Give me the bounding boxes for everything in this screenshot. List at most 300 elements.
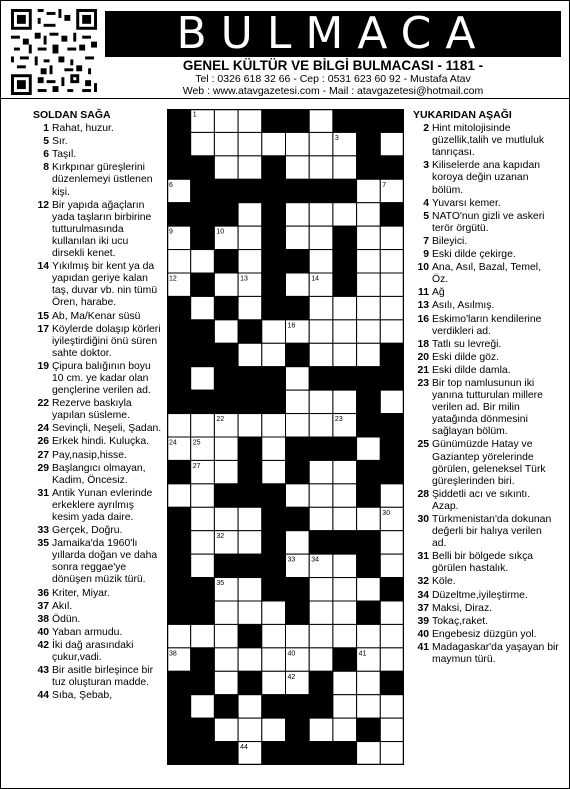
black-cell <box>286 296 310 319</box>
clue-text: Asılı, Asılmış. <box>432 300 495 312</box>
black-cell <box>357 460 381 483</box>
down-clue-41 <box>413 642 559 666</box>
answer-cell[interactable] <box>214 437 238 460</box>
black-cell <box>214 179 238 202</box>
across-heading: SOLDAN SAĞA <box>33 109 111 121</box>
cell-number-37: 37 <box>240 626 248 634</box>
answer-cell[interactable] <box>191 554 215 577</box>
clue-number: 8 <box>43 162 49 174</box>
answer-cell[interactable] <box>238 414 262 437</box>
answer-cell[interactable] <box>214 624 238 647</box>
cell-number-38: 38 <box>169 650 177 658</box>
cell-number-20: 20 <box>216 392 225 400</box>
across-clue-36 <box>33 588 163 600</box>
answer-cell[interactable] <box>167 624 191 647</box>
clue-number: 6 <box>43 149 49 161</box>
answer-cell[interactable] <box>333 507 357 530</box>
answer-cell[interactable] <box>167 414 191 437</box>
answer-cell[interactable] <box>309 296 333 319</box>
black-cell <box>286 507 310 530</box>
answer-cell[interactable] <box>262 648 286 671</box>
answer-cell[interactable] <box>286 226 310 249</box>
clue-number: 12 <box>37 199 49 211</box>
clue-number: 34 <box>417 589 429 601</box>
answer-cell[interactable] <box>333 718 357 741</box>
cell-number-29: 29 <box>263 486 272 494</box>
black-cell <box>286 578 310 601</box>
down-clue-21 <box>413 365 559 377</box>
black-cell <box>238 554 262 577</box>
black-cell <box>333 648 357 671</box>
answer-cell[interactable] <box>262 320 286 343</box>
cell-number-39: 39 <box>192 650 201 658</box>
down-clue-13 <box>413 300 559 312</box>
answer-cell[interactable] <box>262 718 286 741</box>
clue-number: 22 <box>37 398 49 410</box>
answer-cell[interactable] <box>333 578 357 601</box>
answer-cell[interactable] <box>214 671 238 694</box>
answer-cell[interactable] <box>238 132 262 155</box>
clue-text: Erkek hindi. Kuluçka. <box>52 436 150 448</box>
answer-cell[interactable] <box>238 718 262 741</box>
crossword-grid-svg[interactable] <box>167 109 404 765</box>
answer-cell[interactable] <box>286 156 310 179</box>
clue-text: Bir asitle birleşince bir tuz oluşturan madde. <box>52 665 154 689</box>
answer-cell[interactable] <box>238 578 262 601</box>
answer-cell[interactable] <box>309 484 333 507</box>
down-clue-39 <box>413 616 559 628</box>
black-cell <box>333 250 357 273</box>
answer-cell[interactable] <box>214 718 238 741</box>
answer-cell[interactable] <box>286 484 310 507</box>
cell-number-5: 5 <box>263 158 268 166</box>
cell-number-33: 33 <box>287 556 296 564</box>
cell-number-36: 36 <box>287 603 296 611</box>
answer-cell[interactable] <box>238 203 262 226</box>
answer-cell[interactable] <box>309 132 333 155</box>
black-cell <box>262 578 286 601</box>
black-cell <box>167 507 191 530</box>
answer-cell[interactable] <box>333 203 357 226</box>
answer-cell[interactable] <box>380 484 404 507</box>
clue-text: Gerçek, Doğru. <box>52 525 123 537</box>
clue-number: 32 <box>417 576 429 588</box>
down-clue-31 <box>413 551 559 575</box>
cell-number-28: 28 <box>287 462 296 470</box>
clue-number: 15 <box>37 310 49 322</box>
answer-cell[interactable] <box>380 531 404 554</box>
answer-cell[interactable] <box>380 718 404 741</box>
across-clue-31 <box>33 488 163 524</box>
clue-text: Yıkılmış bir kent ya da yapıdan geriye kalan taş, duvar vb. nin tümü Ören, harabe. <box>52 261 158 309</box>
answer-cell[interactable] <box>357 578 381 601</box>
black-cell <box>357 718 381 741</box>
answer-cell[interactable] <box>286 624 310 647</box>
clue-number: 1 <box>43 123 49 135</box>
black-cell <box>357 367 381 390</box>
black-cell <box>191 226 215 249</box>
answer-cell[interactable] <box>333 671 357 694</box>
clue-text: Eski dilde çekirge. <box>432 249 516 261</box>
answer-cell[interactable] <box>214 273 238 296</box>
web-line: Web : www.atavgazetesi.com - Mail : atavgazetesi@hotmail.com <box>182 85 484 97</box>
answer-cell[interactable] <box>357 273 381 296</box>
black-cell <box>167 742 191 765</box>
across-clue-12 <box>33 200 163 260</box>
clue-number: 36 <box>37 587 49 599</box>
black-cell <box>214 484 238 507</box>
answer-cell[interactable] <box>333 390 357 413</box>
clue-text: Bileyici. <box>432 235 468 247</box>
clue-number: 26 <box>37 436 49 448</box>
clue-number: 25 <box>417 439 429 451</box>
answer-cell[interactable] <box>357 624 381 647</box>
clue-number: 27 <box>37 449 49 461</box>
answer-cell[interactable] <box>191 695 215 718</box>
clue-number: 23 <box>417 377 429 389</box>
clue-number: 11 <box>418 287 429 299</box>
cell-number-43: 43 <box>169 720 177 728</box>
across-clue-37 <box>33 601 163 613</box>
clue-number: 33 <box>37 525 49 537</box>
cell-number-2: 2 <box>287 111 292 119</box>
answer-cell[interactable] <box>380 742 404 765</box>
clue-text: Tatlı su levreği. <box>432 338 502 350</box>
answer-cell[interactable] <box>333 343 357 366</box>
answer-cell[interactable] <box>262 414 286 437</box>
answer-cell[interactable] <box>214 320 238 343</box>
across-clue-6 <box>33 149 163 161</box>
answer-cell[interactable] <box>262 601 286 624</box>
answer-cell[interactable] <box>191 414 215 437</box>
clue-text: Eskimo'ların kendilerine verdikleri ad. <box>432 313 542 337</box>
down-clue-34 <box>413 590 559 602</box>
black-cell <box>333 437 357 460</box>
answer-cell[interactable] <box>262 460 286 483</box>
answer-cell[interactable] <box>238 507 262 530</box>
clue-number: 13 <box>417 300 429 312</box>
answer-cell[interactable] <box>380 695 404 718</box>
answer-cell[interactable] <box>167 484 191 507</box>
answer-cell[interactable] <box>191 132 215 155</box>
answer-cell[interactable] <box>238 343 262 366</box>
answer-cell[interactable] <box>357 507 381 530</box>
across-clue-40 <box>33 627 163 639</box>
cell-number-22: 22 <box>216 416 225 424</box>
across-clue-24 <box>33 423 163 435</box>
answer-cell[interactable] <box>357 437 381 460</box>
answer-cell[interactable] <box>309 343 333 366</box>
answer-cell[interactable] <box>357 226 381 249</box>
cell-number-42: 42 <box>287 673 296 681</box>
black-cell <box>238 671 262 694</box>
answer-cell[interactable] <box>309 226 333 249</box>
answer-cell[interactable] <box>167 250 191 273</box>
answer-cell[interactable] <box>333 320 357 343</box>
answer-cell[interactable] <box>357 179 381 202</box>
black-cell <box>309 671 333 694</box>
clue-text: Ab, Ma/Kenar süsü <box>52 310 141 322</box>
black-cell <box>286 742 310 765</box>
answer-cell[interactable] <box>191 367 215 390</box>
answer-cell[interactable] <box>309 320 333 343</box>
black-cell <box>167 156 191 179</box>
black-cell <box>262 226 286 249</box>
clue-number: 9 <box>423 249 429 261</box>
down-clue-3 <box>413 160 559 196</box>
black-cell <box>191 601 215 624</box>
black-cell <box>333 273 357 296</box>
answer-cell[interactable] <box>333 296 357 319</box>
answer-cell[interactable] <box>286 390 310 413</box>
answer-cell[interactable] <box>380 554 404 577</box>
answer-cell[interactable] <box>380 273 404 296</box>
across-clue-42 <box>33 640 163 664</box>
answer-cell[interactable] <box>333 695 357 718</box>
black-cell <box>286 437 310 460</box>
clue-number: 41 <box>417 641 429 653</box>
cell-number-4: 4 <box>192 158 197 166</box>
answer-cell[interactable] <box>191 624 215 647</box>
clue-number: 16 <box>417 313 429 325</box>
black-cell <box>380 343 404 366</box>
clue-text: Köle. <box>432 576 456 588</box>
answer-cell[interactable] <box>214 156 238 179</box>
across-clue-1 <box>33 123 163 135</box>
answer-cell[interactable] <box>214 460 238 483</box>
black-cell <box>214 367 238 390</box>
answer-cell[interactable] <box>309 507 333 530</box>
answer-cell[interactable] <box>357 671 381 694</box>
black-cell <box>262 507 286 530</box>
black-cell <box>167 460 191 483</box>
black-cell <box>167 203 191 226</box>
answer-cell[interactable] <box>238 601 262 624</box>
down-clue-9 <box>413 249 559 261</box>
answer-cell[interactable] <box>238 226 262 249</box>
answer-cell[interactable] <box>333 460 357 483</box>
answer-cell[interactable] <box>380 624 404 647</box>
answer-cell[interactable] <box>380 601 404 624</box>
answer-cell[interactable] <box>238 109 262 132</box>
answer-cell[interactable] <box>309 460 333 483</box>
answer-cell[interactable] <box>357 203 381 226</box>
answer-cell[interactable] <box>333 156 357 179</box>
clue-text: Maksi, Diraz. <box>432 602 493 614</box>
clue-text: Sıba, Şebab, <box>52 690 113 702</box>
clue-number: 42 <box>37 639 49 651</box>
black-cell <box>238 437 262 460</box>
black-cell <box>262 695 286 718</box>
answer-cell[interactable] <box>262 132 286 155</box>
answer-cell[interactable] <box>214 648 238 671</box>
answer-cell[interactable] <box>309 578 333 601</box>
down-clue-5 <box>413 211 559 235</box>
answer-cell[interactable] <box>214 507 238 530</box>
answer-cell[interactable] <box>333 484 357 507</box>
answer-cell[interactable] <box>380 390 404 413</box>
down-clue-28 <box>413 489 559 513</box>
clue-text: Kriter, Miyar. <box>52 587 110 599</box>
clue-number: 30 <box>417 514 429 525</box>
down-clue-20 <box>413 352 559 364</box>
black-cell <box>214 250 238 273</box>
answer-cell[interactable] <box>380 648 404 671</box>
clue-text: Hint mitolojisinde güzellik,talih ve mutluluk tanrıçası. <box>432 123 545 159</box>
answer-cell[interactable] <box>309 718 333 741</box>
answer-cell[interactable] <box>380 296 404 319</box>
clue-text: NATO'nun gizli ve askeri terör örgütü. <box>432 210 545 234</box>
clue-number: 14 <box>37 261 49 273</box>
down-clue-32 <box>413 576 559 588</box>
cell-number-19: 19 <box>169 392 177 400</box>
qr-code-icon <box>10 9 98 95</box>
clue-number: 19 <box>37 360 49 372</box>
answer-cell[interactable] <box>238 250 262 273</box>
across-clue-29 <box>33 463 163 487</box>
clue-text: Yuvarsı kemer. <box>432 197 501 209</box>
cell-number-30: 30 <box>382 509 391 517</box>
black-cell <box>286 718 310 741</box>
answer-cell[interactable] <box>191 296 215 319</box>
crossword-grid[interactable] <box>167 109 404 765</box>
clue-number: 2 <box>423 123 429 135</box>
black-cell <box>357 132 381 155</box>
answer-cell[interactable] <box>262 437 286 460</box>
answer-cell[interactable] <box>333 554 357 577</box>
answer-cell[interactable] <box>286 367 310 390</box>
answer-cell[interactable] <box>309 601 333 624</box>
answer-cell[interactable] <box>380 320 404 343</box>
black-cell <box>238 390 262 413</box>
clue-text: Sevinçli, Neşeli, Şadan. <box>52 423 162 435</box>
down-clue-4 <box>413 198 559 210</box>
answer-cell[interactable] <box>214 601 238 624</box>
answer-cell[interactable] <box>309 250 333 273</box>
answer-cell[interactable] <box>286 414 310 437</box>
clue-number: 40 <box>37 626 49 638</box>
answer-cell[interactable] <box>309 156 333 179</box>
cell-number-1: 1 <box>192 111 197 119</box>
answer-cell[interactable] <box>214 132 238 155</box>
black-cell <box>191 343 215 366</box>
clue-number: 37 <box>417 602 429 614</box>
answer-cell[interactable] <box>357 695 381 718</box>
answer-cell[interactable] <box>380 226 404 249</box>
cell-number-23: 23 <box>334 416 343 424</box>
answer-cell[interactable] <box>191 507 215 530</box>
black-cell <box>262 742 286 765</box>
answer-cell[interactable] <box>309 648 333 671</box>
answer-cell[interactable] <box>357 250 381 273</box>
answer-cell[interactable] <box>238 648 262 671</box>
answer-cell[interactable] <box>286 132 310 155</box>
black-cell <box>357 390 381 413</box>
black-cell <box>214 203 238 226</box>
answer-cell[interactable] <box>309 624 333 647</box>
answer-cell[interactable] <box>262 343 286 366</box>
clue-text: Madagaskar'da yaşayan bir maymun türü. <box>432 641 559 666</box>
clue-number: 43 <box>37 665 49 677</box>
black-cell <box>380 203 404 226</box>
down-clue-25 <box>413 439 559 487</box>
answer-cell[interactable] <box>309 414 333 437</box>
black-cell <box>191 671 215 694</box>
answer-cell[interactable] <box>286 203 310 226</box>
clue-text: Başlangıcı olmayan, Kadim, Öncesiz. <box>52 462 146 486</box>
answer-cell[interactable] <box>309 109 333 132</box>
answer-cell[interactable] <box>309 390 333 413</box>
across-clue-14 <box>33 261 163 309</box>
answer-cell[interactable] <box>191 250 215 273</box>
answer-cell[interactable] <box>238 531 262 554</box>
answer-cell[interactable] <box>262 624 286 647</box>
down-clue-37 <box>413 603 559 615</box>
answer-cell[interactable] <box>309 203 333 226</box>
clue-text: Köylerde dolaşıp körleri iyileştirdiğini önü süren sahte doktor. <box>52 323 161 359</box>
clue-number: 28 <box>417 488 429 500</box>
answer-cell[interactable] <box>333 601 357 624</box>
across-clue-26 <box>33 436 163 448</box>
down-clue-23 <box>413 378 559 438</box>
black-cell <box>286 250 310 273</box>
answer-cell[interactable] <box>262 671 286 694</box>
contact-line: Tel : 0326 618 32 66 - Cep : 0531 623 60 92 - Mustafa Atav <box>195 73 471 85</box>
black-cell <box>214 742 238 765</box>
answer-cell[interactable] <box>191 484 215 507</box>
clue-text: Taşıl. <box>52 149 77 161</box>
across-clue-38 <box>33 614 163 626</box>
black-cell <box>167 601 191 624</box>
answer-cell[interactable] <box>357 320 381 343</box>
clue-number: 31 <box>37 487 49 499</box>
answer-cell[interactable] <box>380 132 404 155</box>
black-cell <box>262 531 286 554</box>
answer-cell[interactable] <box>238 296 262 319</box>
clue-text: Kiliselerde ana kapıdan koroya değin uzanan bölüm. <box>432 160 541 196</box>
black-cell <box>286 695 310 718</box>
across-clue-27 <box>33 450 163 462</box>
black-cell <box>380 671 404 694</box>
down-clue-30 <box>413 514 559 550</box>
black-cell <box>309 179 333 202</box>
down-clue-11 <box>413 287 559 299</box>
answer-cell[interactable] <box>286 531 310 554</box>
answer-cell[interactable] <box>380 250 404 273</box>
cell-number-11: 11 <box>334 228 343 236</box>
answer-cell[interactable] <box>357 343 381 366</box>
cell-number-21: 21 <box>263 392 272 400</box>
down-clue-2 <box>413 123 559 159</box>
down-clue-10 <box>413 262 559 286</box>
across-clue-15 <box>33 311 163 323</box>
clue-text: Sır. <box>52 136 68 148</box>
answer-cell[interactable] <box>333 624 357 647</box>
black-cell <box>380 156 404 179</box>
answer-cell[interactable] <box>286 273 310 296</box>
across-clue-5 <box>33 136 163 148</box>
black-cell <box>380 437 404 460</box>
answer-cell[interactable] <box>214 109 238 132</box>
clue-text: Ana, Asıl, Bazal, Temel, Öz. <box>432 262 541 286</box>
cell-number-15: 15 <box>216 298 225 306</box>
answer-cell[interactable] <box>238 156 262 179</box>
answer-cell[interactable] <box>191 531 215 554</box>
black-cell <box>191 320 215 343</box>
answer-cell[interactable] <box>357 742 381 765</box>
answer-cell[interactable] <box>238 695 262 718</box>
answer-cell[interactable] <box>357 296 381 319</box>
